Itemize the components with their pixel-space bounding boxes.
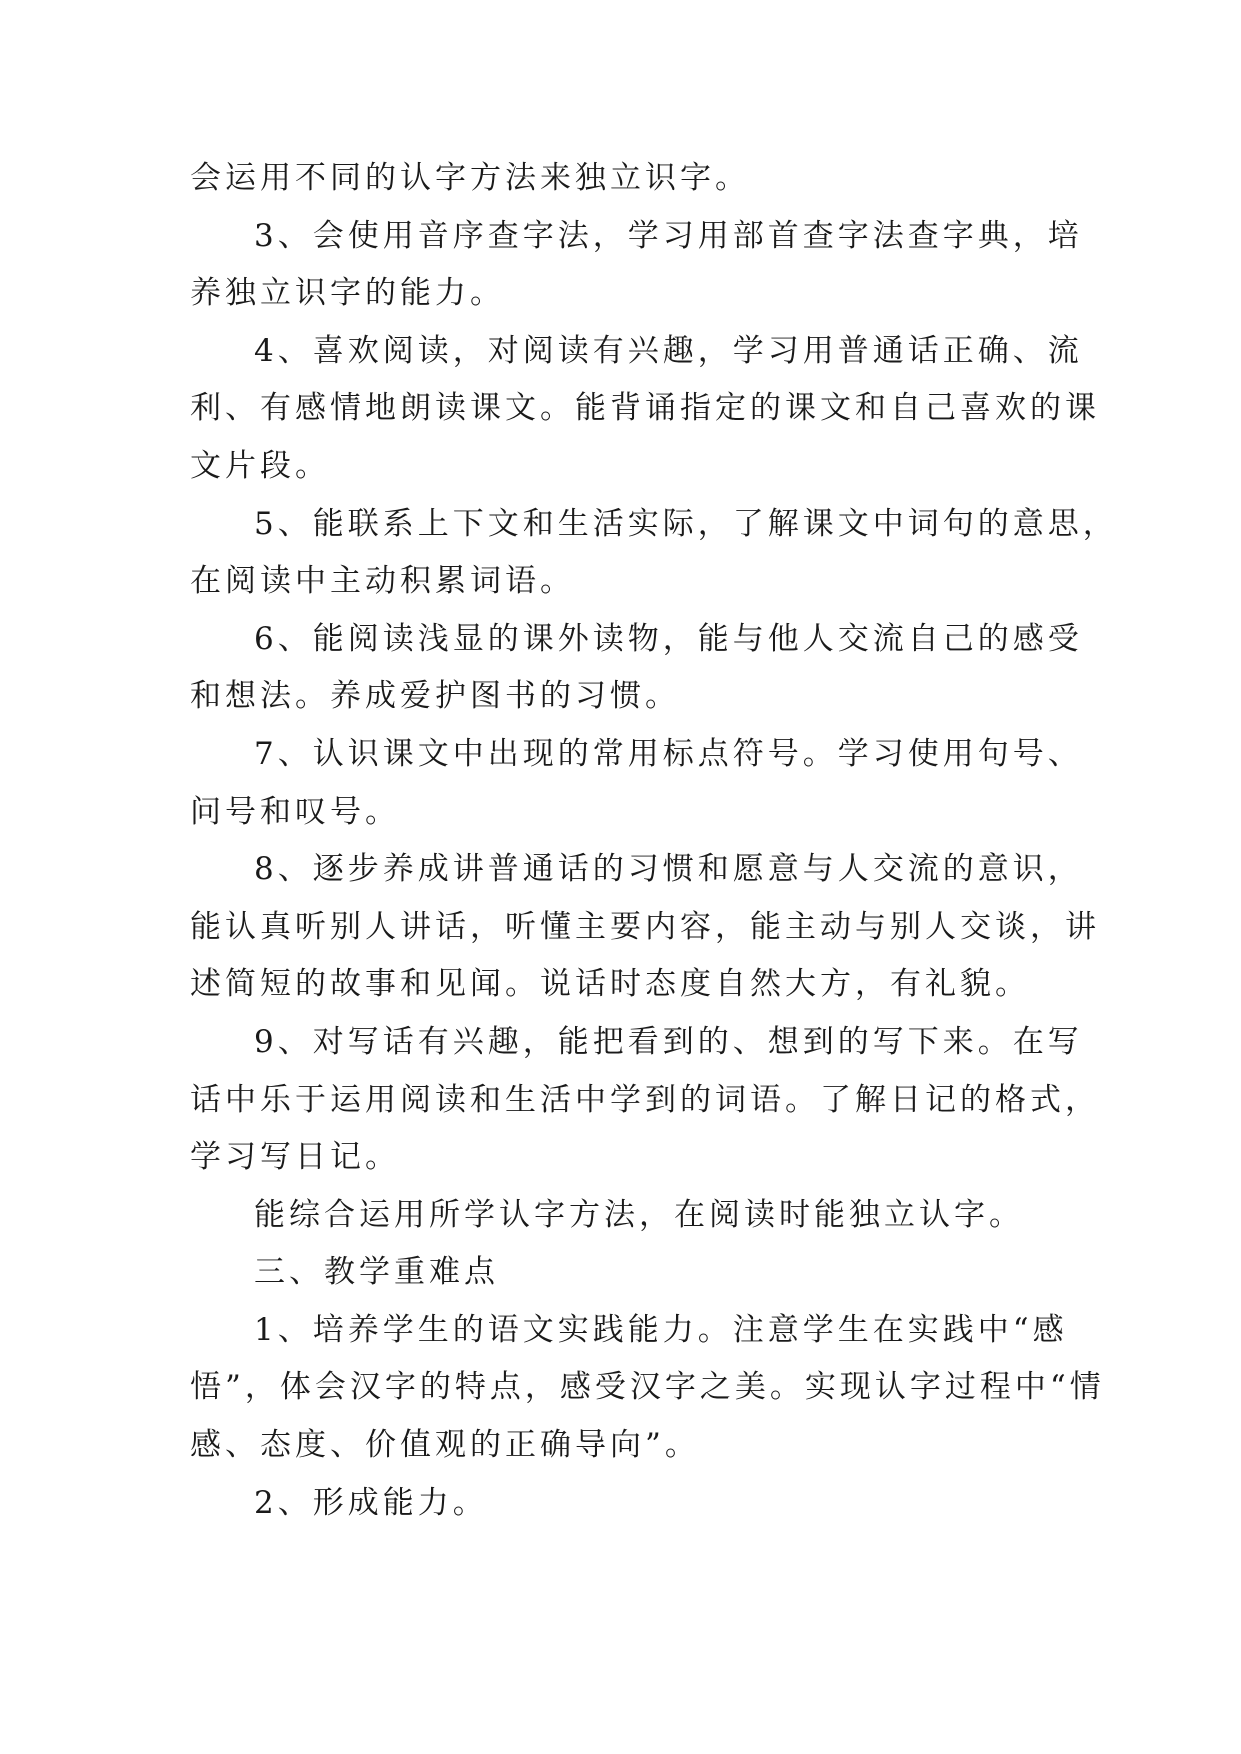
- text-line: 养独立识字的能力。: [190, 275, 505, 312]
- text-line: 能综合运用所学认字方法，在阅读时能独立认字。: [254, 1196, 1024, 1233]
- text-line: 1、培养学生的语文实践能力。注意学生在实践中“感: [254, 1311, 1068, 1348]
- text-line: 在阅读中主动积累词语。: [190, 563, 575, 600]
- text-line: 5、能联系上下文和生活实际，了解课文中词句的意思，: [254, 505, 1118, 542]
- text-line: 文片段。: [190, 447, 330, 484]
- text-line: 问号和叹号。: [190, 793, 400, 830]
- text-line: 8、逐步养成讲普通话的习惯和愿意与人交流的意识，: [254, 851, 1083, 888]
- text-line: 感、态度、价值观的正确导向”。: [190, 1427, 700, 1464]
- text-line: 三、教学重难点: [254, 1254, 499, 1291]
- text-line: 6、能阅读浅显的课外读物，能与他人交流自己的感受: [254, 620, 1083, 657]
- text-line: 会运用不同的认字方法来独立识字。: [190, 160, 750, 196]
- text-line: 学习写日记。: [190, 1139, 400, 1176]
- text-line: 9、对写话有兴趣，能把看到的、想到的写下来。在写: [254, 1023, 1083, 1060]
- text-line: 4、喜欢阅读，对阅读有兴趣，学习用普通话正确、流: [254, 332, 1083, 369]
- text-line: 利、有感情地朗读课文。能背诵指定的课文和自己喜欢的课: [190, 390, 1100, 427]
- text-line: 能认真听别人讲话，听懂主要内容，能主动与别人交谈，讲: [190, 908, 1100, 945]
- text-line: 话中乐于运用阅读和生活中学到的词语。了解日记的格式，: [190, 1081, 1100, 1118]
- text-line: 3、会使用音序查字法，学习用部首查字法查字典，培: [254, 217, 1083, 254]
- document-body: [190, 150, 1118, 1532]
- text-line: 2、形成能力。: [254, 1484, 488, 1521]
- text-line: 述简短的故事和见闻。说话时态度自然大方，有礼貌。: [190, 966, 1030, 1003]
- text-line: 悟”，体会汉字的特点，感受汉字之美。实现认字过程中“情: [190, 1369, 1105, 1406]
- text-line: 7、认识课文中出现的常用标点符号。学习使用句号、: [254, 735, 1083, 772]
- document-page: [190, 150, 1118, 1532]
- text-line: 和想法。养成爱护图书的习惯。: [190, 678, 680, 715]
